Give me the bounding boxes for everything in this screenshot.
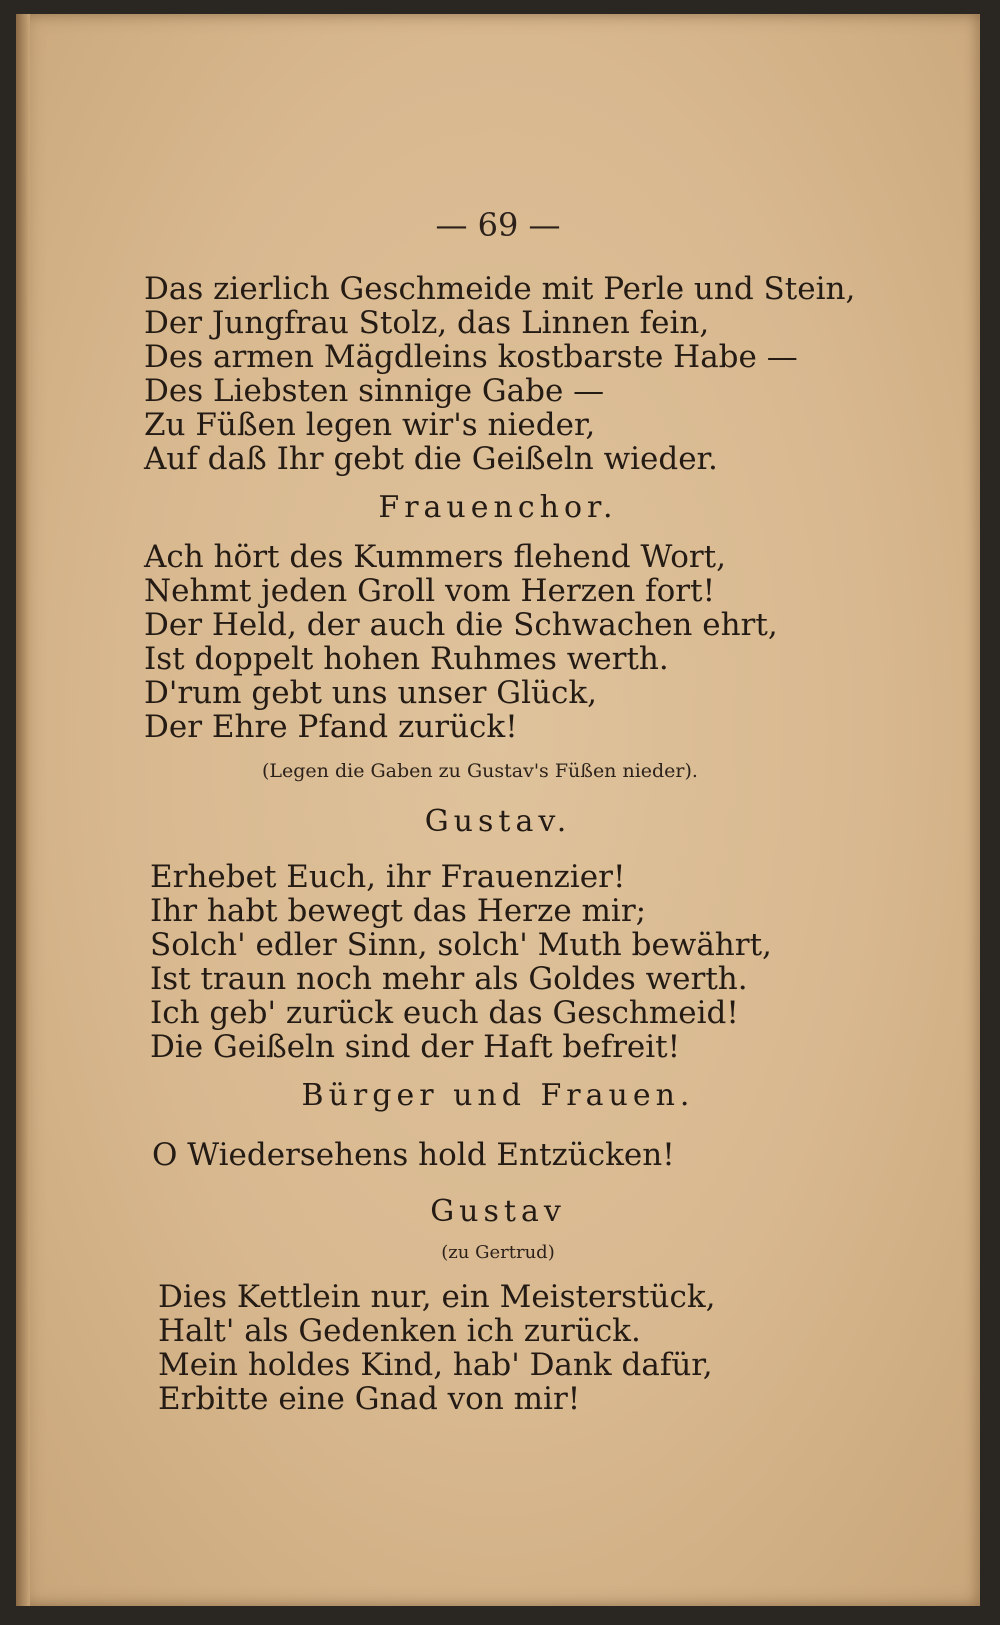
verse-line: Das zierlich Geschmeide mit Perle und Stein,	[144, 271, 856, 307]
stanza-4	[152, 1138, 675, 1172]
verse-line: Ist doppelt hohen Ruhmes werth.	[144, 641, 669, 677]
verse-line: Des armen Mägdleins kostbarste Habe —	[144, 339, 798, 375]
verse-line: Die Geißeln sind der Haft befreit!	[150, 1029, 681, 1065]
verse-line: Zu Füßen legen wir's nieder,	[144, 407, 596, 443]
page-number: — 69 —	[435, 206, 561, 244]
verse-line: Dies Kettlein nur, ein Meisterstück,	[158, 1279, 716, 1315]
verse-line: Nehmt jeden Groll vom Herzen fort!	[144, 573, 716, 609]
verse-line: Ist traun noch mehr als Goldes werth.	[150, 961, 748, 997]
verse-line: Der Ehre Pfand zurück!	[144, 709, 518, 745]
verse-line: Erbitte eine Gnad von mir!	[158, 1381, 581, 1417]
verse-line: Ich geb' zurück euch das Geschmeid!	[150, 995, 739, 1031]
verse-line: Erhebet Euch, ihr Frauenzier!	[150, 859, 626, 895]
verse-line: Solch' edler Sinn, solch' Muth bewährt,	[150, 927, 772, 963]
stage-direction: (Legen die Gaben zu Gustav's Füßen nieder).	[262, 760, 698, 782]
verse-line: D'rum gebt uns unser Glück,	[144, 675, 597, 711]
verse-line: Halt' als Gedenken ich zurück.	[158, 1313, 641, 1349]
speaker-heading: Gustav	[430, 1194, 566, 1229]
verse-line: Der Jungfrau Stolz, das Linnen fein,	[144, 305, 710, 341]
speaker-heading: Frauenchor.	[378, 490, 618, 525]
verse-line: Des Liebsten sinnige Gabe —	[144, 373, 605, 409]
verse-line: Mein holdes Kind, hab' Dank dafür,	[158, 1347, 713, 1383]
stanza-2	[144, 540, 778, 744]
speaker-heading: Gustav.	[424, 804, 572, 839]
stanza-5	[158, 1280, 715, 1416]
speaker-heading: Bürger und Frauen.	[301, 1078, 695, 1113]
verse-line: Ihr habt bewegt das Herze mir;	[150, 893, 647, 929]
verse-line: Auf daß Ihr gebt die Geißeln wieder.	[144, 441, 718, 477]
book-page	[16, 14, 980, 1606]
stanza-3	[150, 860, 772, 1064]
stage-direction: (zu Gertrud)	[441, 1242, 555, 1263]
verse-line: Ach hört des Kummers flehend Wort,	[144, 539, 726, 575]
verse-line: O Wiedersehens hold Entzücken!	[152, 1137, 675, 1173]
verse-line: Der Held, der auch die Schwachen ehrt,	[144, 607, 778, 643]
stanza-1	[144, 272, 855, 476]
